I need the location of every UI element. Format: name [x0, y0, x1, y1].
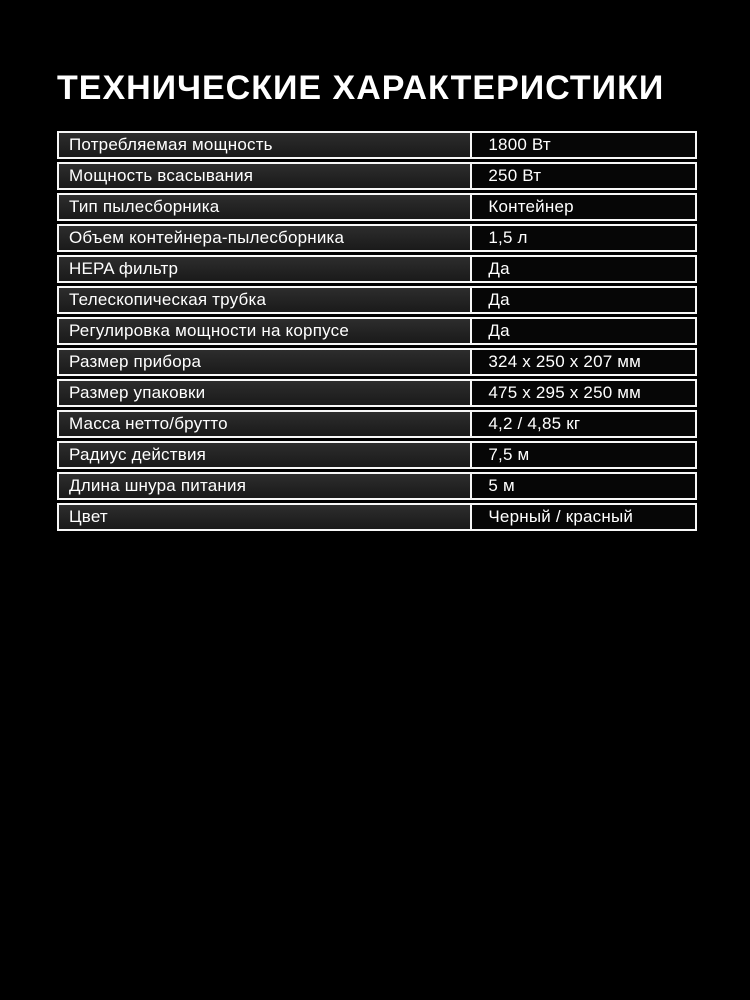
spec-label: Размер прибора: [59, 350, 472, 374]
spec-label: Потребляемая мощность: [59, 133, 472, 157]
spec-label: Объем контейнера-пылесборника: [59, 226, 472, 250]
spec-label: Тип пылесборника: [59, 195, 472, 219]
spec-row: [57, 441, 697, 469]
spec-label: Регулировка мощности на корпусе: [59, 319, 472, 343]
spec-value: Да: [472, 319, 695, 343]
spec-row: [57, 286, 697, 314]
spec-value: 250 Вт: [472, 164, 695, 188]
spec-table: [57, 131, 697, 531]
spec-label: Цвет: [59, 505, 472, 529]
spec-label: Телескопическая трубка: [59, 288, 472, 312]
spec-value: Контейнер: [472, 195, 695, 219]
spec-label: Мощность всасывания: [59, 164, 472, 188]
spec-value: 475 x 295 x 250 мм: [472, 381, 695, 405]
spec-value: Да: [472, 288, 695, 312]
spec-value: 1800 Вт: [472, 133, 695, 157]
spec-label: Размер упаковки: [59, 381, 472, 405]
spec-row: [57, 131, 697, 159]
spec-value: 1,5 л: [472, 226, 695, 250]
page-title: ТЕХНИЧЕСКИЕ ХАРАКТЕРИСТИКИ: [57, 69, 665, 107]
spec-row: [57, 193, 697, 221]
spec-label: Радиус действия: [59, 443, 472, 467]
spec-value: 4,2 / 4,85 кг: [472, 412, 695, 436]
spec-value: 5 м: [472, 474, 695, 498]
spec-value: 7,5 м: [472, 443, 695, 467]
spec-row: [57, 317, 697, 345]
spec-row: [57, 503, 697, 531]
spec-value: Черный / красный: [472, 505, 695, 529]
spec-value: Да: [472, 257, 695, 281]
spec-label: HEPA фильтр: [59, 257, 472, 281]
spec-row: [57, 379, 697, 407]
spec-value: 324 x 250 x 207 мм: [472, 350, 695, 374]
spec-label: Длина шнура питания: [59, 474, 472, 498]
spec-row: [57, 224, 697, 252]
spec-row: [57, 162, 697, 190]
spec-row: [57, 472, 697, 500]
spec-row: [57, 410, 697, 438]
spec-row: [57, 348, 697, 376]
spec-label: Масса нетто/брутто: [59, 412, 472, 436]
spec-row: [57, 255, 697, 283]
